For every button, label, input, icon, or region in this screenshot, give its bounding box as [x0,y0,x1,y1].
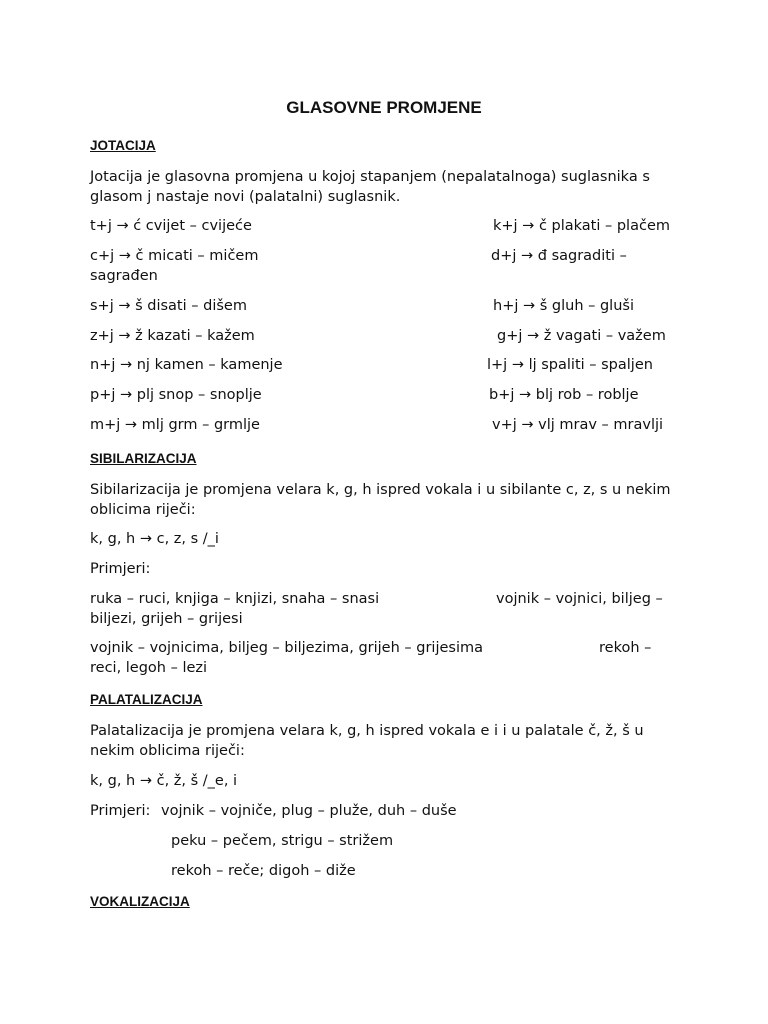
palatalizacija-intro: Palatalizacija je promjena velara k, g, h ispred vokala e i i u palatale č, ž, š u nekim oblicima riječi: [90,723,644,759]
palatalizacija-example-2: peku – pečem, strigu – strižem [171,833,394,849]
sibilarizacija-intro: Sibilarizacija je promjena velara k, g, h ispred vokala i u sibilante c, z, s u nekim oblicima riječi: [90,482,671,518]
jotacija-row-6-right: b+j → blj rob – roblje [489,387,639,403]
jotacija-row-2-right-continued: sagrađen [90,268,158,284]
sibilarizacija-primjeri-label: Primjeri: [90,561,151,577]
jotacija-row-4-left: z+j → ž kazati – kažem [90,328,255,344]
section-heading-palatalizacija: PALATALIZACIJA [90,692,203,707]
jotacija-row-6-left: p+j → plj snop – snoplje [90,387,262,403]
jotacija-row-3-right: h+j → š gluh – gluši [493,298,634,314]
palatalizacija-example-3: rekoh – reče; digoh – diže [171,863,356,879]
section-heading-jotacija: JOTACIJA [90,138,156,153]
jotacija-row-2-right: d+j → đ sagraditi – [491,248,627,264]
sibilarizacija-example-1a: ruka – ruci, knjiga – knjizi, snaha – snasi [90,591,380,607]
page-title: GLASOVNE PROMJENE [286,98,482,117]
jotacija-row-5-right: l+j → lj spaliti – spaljen [487,357,653,373]
jotacija-row-1-left: t+j → ć cvijet – cvijeće [90,218,252,234]
palatalizacija-example-1: vojnik – vojniče, plug – pluže, duh – duše [161,803,457,819]
section-heading-vokalizacija: VOKALIZACIJA [90,894,190,909]
sibilarizacija-example-2b: rekoh – [599,640,652,656]
jotacija-row-5-left: n+j → nj kamen – kamenje [90,357,283,373]
jotacija-row-7-right: v+j → vlj mrav – mravlji [492,417,664,433]
jotacija-row-1-right: k+j → č plakati – plačem [493,218,670,234]
jotacija-row-4-right: g+j → ž vagati – važem [497,328,666,344]
jotacija-row-2-left: c+j → č micati – mičem [90,248,259,264]
sibilarizacija-example-1c: biljezi, grijeh – grijesi [90,611,243,627]
palatalizacija-primjeri-label: Primjeri: [90,803,151,819]
jotacija-row-3-left: s+j → š disati – dišem [90,298,247,314]
palatalizacija-rule: k, g, h → č, ž, š /_e, i [90,773,238,789]
sibilarizacija-example-1b: vojnik – vojnici, biljeg – [496,591,663,607]
section-heading-sibilarizacija: SIBILARIZACIJA [90,451,197,466]
sibilarizacija-example-2a: vojnik – vojnicima, biljeg – biljezima, grijeh – grijesima [90,640,483,656]
jotacija-intro: Jotacija je glasovna promjena u kojoj stapanjem (nepalatalnoga) suglasnika s glasom j nastaje novi (palatalni) suglasnik. [90,169,650,205]
sibilarizacija-rule: k, g, h → c, z, s /_i [90,531,219,547]
sibilarizacija-example-2c: reci, legoh – lezi [90,660,208,676]
jotacija-row-7-left: m+j → mlj grm – grmlje [90,417,260,433]
